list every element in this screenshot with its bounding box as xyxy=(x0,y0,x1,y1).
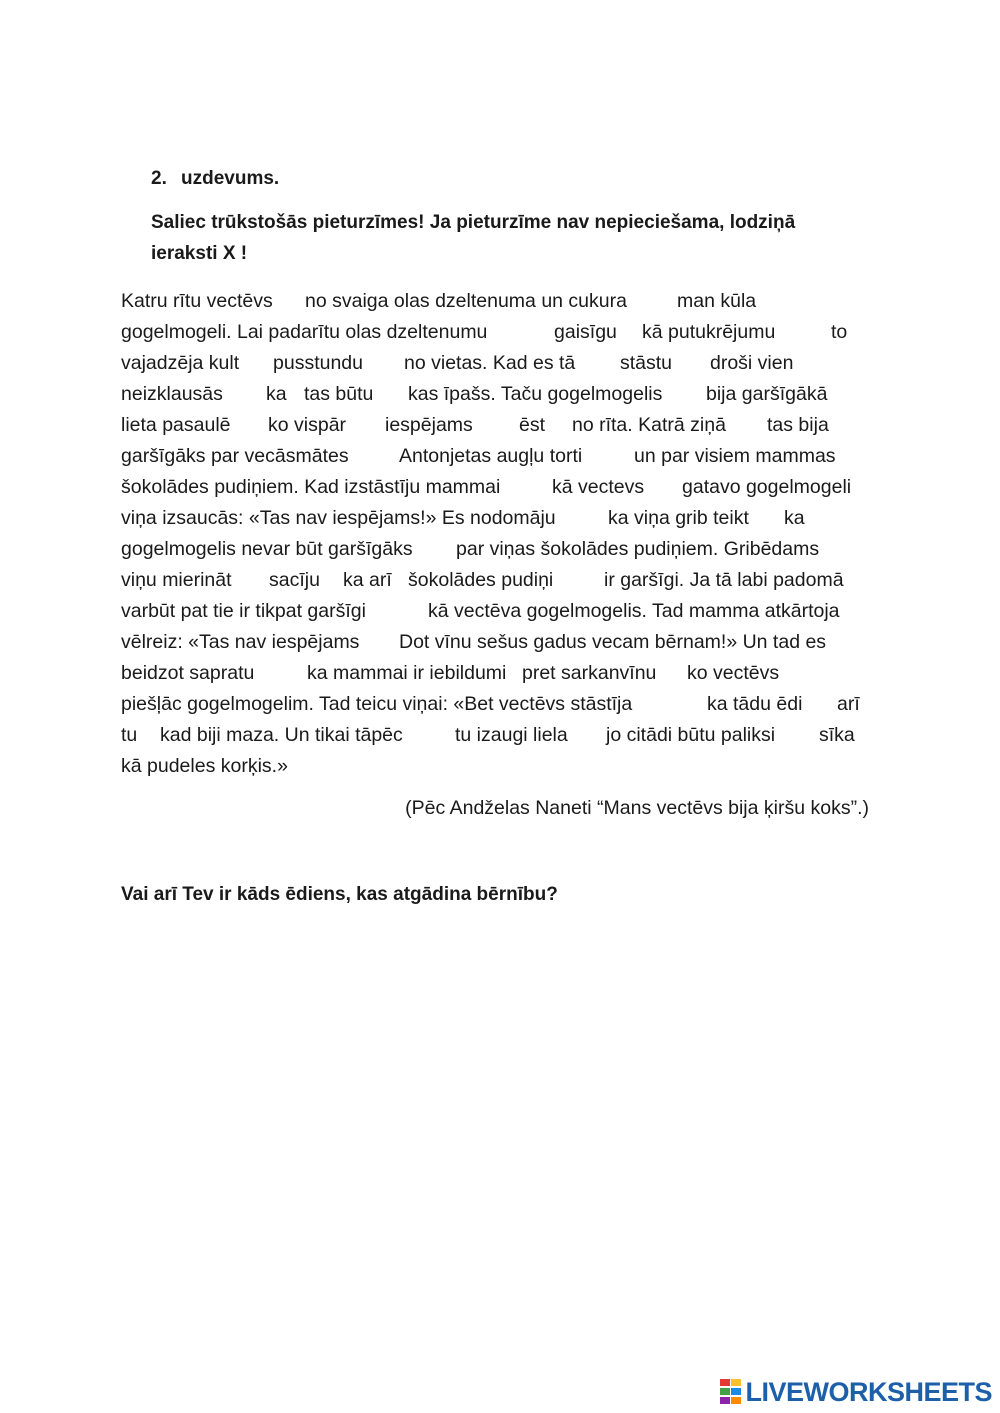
text-segment: ka xyxy=(784,507,805,529)
text-segment: ka tādu ēdi xyxy=(707,693,803,715)
text-segment: garšīgāks par vecāsmātes xyxy=(121,445,349,467)
task-number: 2. xyxy=(151,168,167,189)
text-line xyxy=(121,689,881,720)
text-line xyxy=(121,720,881,751)
text-line xyxy=(121,596,881,627)
text-segment: gogelmogeli. Lai padarītu olas dzeltenumu xyxy=(121,321,488,343)
text-segment: tas bija xyxy=(767,414,829,436)
text-segment: jo citādi būtu paliksi xyxy=(606,724,776,746)
text-segment: kad biji maza. Un tikai tāpēc xyxy=(160,724,403,746)
text-segment: beidzot sapratu xyxy=(121,662,255,684)
text-segment: arī xyxy=(837,693,860,715)
text-segment: stāstu xyxy=(620,352,673,374)
text-line xyxy=(121,441,881,472)
text-segment: tu izaugi liela xyxy=(455,724,568,746)
text-segment: ir garšīgi. Ja tā labi padomā xyxy=(604,569,844,591)
text-segment: kā vectevs xyxy=(552,476,645,498)
text-segment: Katru rītu vectēvs xyxy=(121,290,273,312)
text-segment: un par visiem mammas xyxy=(634,445,836,467)
text-segment: vēlreiz: «Tas nav iespējams xyxy=(121,631,360,653)
text-line xyxy=(121,751,881,782)
text-segment: Dot vīnu sešus gadus vecam bērnam!» Un tad es xyxy=(399,631,827,653)
text-segment: tu xyxy=(121,724,138,746)
text-line xyxy=(121,472,881,503)
text-line xyxy=(121,627,881,658)
text-segment: gogelmogelis nevar būt garšīgāks xyxy=(121,538,413,560)
text-segment: ka xyxy=(266,383,287,405)
text-segment: man kūla xyxy=(677,290,757,312)
text-segment: no vietas. Kad es tā xyxy=(404,352,576,374)
text-segment: pret sarkanvīnu xyxy=(522,662,657,684)
text-segment: ka arī xyxy=(343,569,392,591)
text-segment: piešļāc gogelmogelim. Tad teicu viņai: «Bet vectēvs stāstīja xyxy=(121,693,633,715)
text-segment: kā vectēva gogelmogelis. Tad mamma atkārtoja xyxy=(428,600,840,622)
text-segment: bija garšīgākā xyxy=(706,383,828,405)
instruction-line-2: ieraksti X ! xyxy=(151,243,248,264)
text-line xyxy=(121,379,881,410)
text-segment: par viņas šokolādes pudiņiem. Gribēdams xyxy=(456,538,820,560)
text-line xyxy=(121,348,881,379)
text-segment: pusstundu xyxy=(273,352,363,374)
text-segment: gaisīgu xyxy=(554,321,617,343)
text-segment: šokolādes pudiņi xyxy=(408,569,554,591)
text-line xyxy=(121,286,881,317)
text-line xyxy=(121,410,881,441)
text-segment: viņu mierināt xyxy=(121,569,232,591)
text-segment: varbūt pat tie ir tikpat garšīgi xyxy=(121,600,366,622)
text-line xyxy=(121,317,881,348)
text-line xyxy=(121,658,881,689)
text-line xyxy=(121,565,881,596)
logo-text: LIVEWORKSHEETS xyxy=(745,1376,992,1407)
text-segment: to xyxy=(831,321,848,343)
text-segment: Antonjetas augļu torti xyxy=(399,445,583,467)
source-citation: (Pēc Andželas Naneti “Mans vectēvs bija ķiršu koks”.) xyxy=(405,797,869,819)
text-segment: sacīju xyxy=(269,569,320,591)
text-segment: iespējams xyxy=(385,414,473,436)
text-segment: viņa izsaucās: «Tas nav iespējams!» Es nodomāju xyxy=(121,507,556,529)
instruction-line-1: Saliec trūkstošās pieturzīmes! Ja pieturzīme nav nepieciešama, lodziņā xyxy=(151,212,796,233)
text-segment: ka mammai ir iebildumi xyxy=(307,662,507,684)
liveworksheets-logo xyxy=(720,1377,992,1407)
text-segment: kā pudeles korķis.» xyxy=(121,755,288,777)
text-segment: tas būtu xyxy=(304,383,374,405)
text-segment: ka viņa grib teikt xyxy=(608,507,749,529)
task-heading xyxy=(151,168,279,190)
question: Vai arī Tev ir kāds ēdiens, kas atgādina bērnību? xyxy=(121,884,558,905)
text-segment: lieta pasaulē xyxy=(121,414,231,436)
task-title: uzdevums. xyxy=(181,168,280,189)
text-segment: droši vien xyxy=(710,352,794,374)
text-segment: kā putukrējumu xyxy=(642,321,776,343)
text-line xyxy=(121,503,881,534)
text-line xyxy=(121,534,881,565)
text-segment: gatavo gogelmogeli xyxy=(682,476,852,498)
text-segment: neizklausās xyxy=(121,383,223,405)
text-segment: vajadzēja kult xyxy=(121,352,240,374)
text-segment: ēst xyxy=(519,414,546,436)
text-segment: ko vispār xyxy=(268,414,347,436)
logo-mark-icon xyxy=(720,1379,742,1405)
text-segment: sīka xyxy=(819,724,855,746)
text-segment: no rīta. Katrā ziņā xyxy=(572,414,726,436)
text-segment: kas īpašs. Taču gogelmogelis xyxy=(408,383,663,405)
text-segment: no svaiga olas dzeltenuma un cukura xyxy=(305,290,627,312)
text-segment: ko vectēvs xyxy=(687,662,780,684)
text-segment: šokolādes pudiņiem. Kad izstāstīju mammai xyxy=(121,476,501,498)
